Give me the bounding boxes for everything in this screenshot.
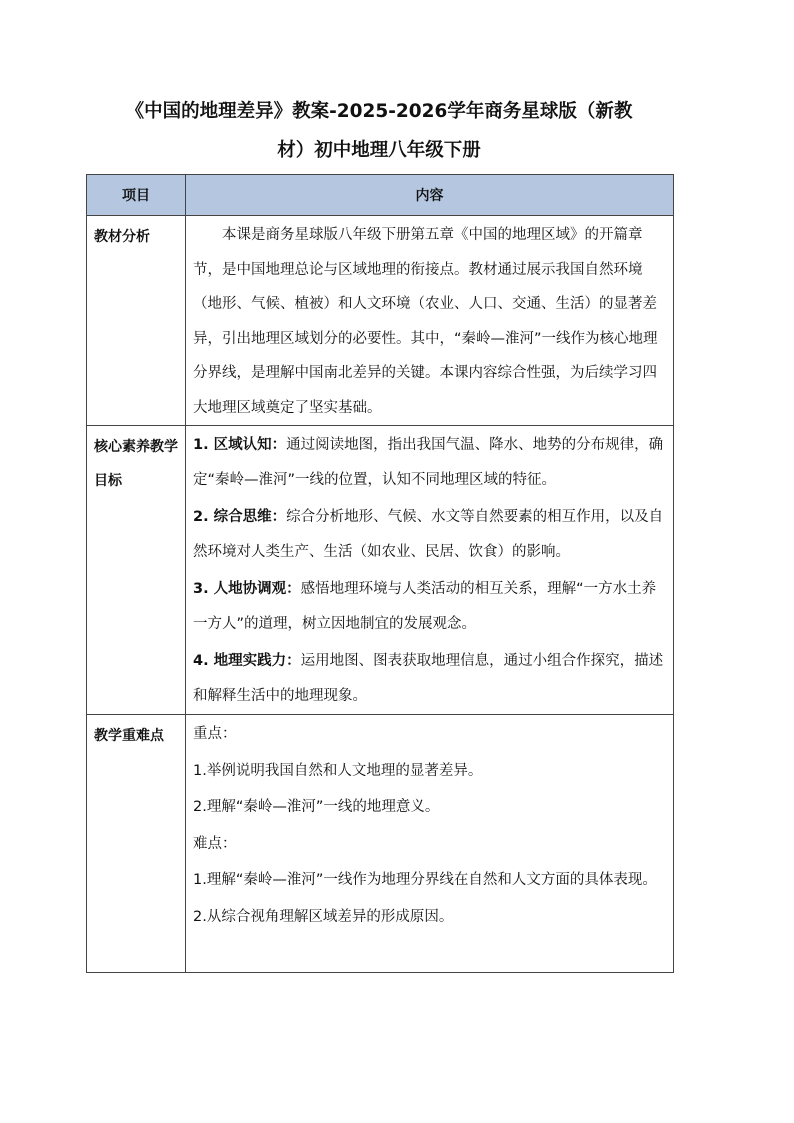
row-key-difficult-points xyxy=(87,715,674,973)
title-line-1: 《中国的地理差异》教案-2025-2026学年商务星球版（新教 xyxy=(125,101,633,122)
lesson-plan-table xyxy=(86,174,674,973)
row-label-core-goals: 核心素养教学目标 xyxy=(87,426,186,715)
row-core-goals xyxy=(87,426,674,715)
goal-item xyxy=(193,500,665,569)
key-difficult-points-content xyxy=(186,715,674,973)
goal-item xyxy=(193,644,665,713)
goal-text: 运用地图、图表获取地理信息，通过小组合作探究，描述和解释生活中的地理现象。 xyxy=(193,653,664,704)
title-line-2: 材）初中地理八年级下册 xyxy=(277,140,481,161)
row-textbook-analysis xyxy=(87,216,674,426)
textbook-analysis-content xyxy=(186,216,674,426)
document-title xyxy=(86,92,672,170)
header-item: 项目 xyxy=(87,175,186,216)
goal-title: 1. 区域认知： xyxy=(193,437,287,453)
key-points-heading: 重点： xyxy=(193,726,237,742)
goal-item xyxy=(193,572,665,641)
goal-text: 感悟地理环境与人类活动的相互关系，理解“一方水土养一方人”的道理，树立因地制宜的发展观念。 xyxy=(193,581,657,632)
goal-item xyxy=(193,428,665,497)
row-label-textbook-analysis: 教材分析 xyxy=(87,216,186,426)
goal-title: 2. 综合思维： xyxy=(193,509,287,525)
difficult-points-heading: 难点： xyxy=(193,835,237,852)
difficult-point-item: 1.理解“秦岭—淮河”一线作为地理分界线在自然和人文方面的具体表现。 xyxy=(193,872,657,888)
key-point-item: 2.理解“秦岭—淮河”一线的地理意义。 xyxy=(193,799,440,815)
core-goals-content xyxy=(186,426,674,715)
textbook-analysis-text: 本课是商务星球版八年级下册第五章《中国的地理区域》的开篇章节，是中国地理总论与区域地理的衔接点。教材通过展示我国自然环境（地形、气候、植被）和人文环境（农业、人口、交通、生活）的显著差异，引出地理区域划分的必要性。其中，“秦岭—淮河”一线作为核心地理分界线，是理解中国南北差异的关键。本课内容综合性强，为后续学习四大地理区域奠定了坚实基础。 xyxy=(193,227,658,416)
goal-text: 综合分析地形、气候、水文等自然要素的相互作用，以及自然环境对人类生产、生活（如农业、民居、饮食）的影响。 xyxy=(193,509,664,560)
table-header-row xyxy=(87,175,674,216)
goal-title: 3. 人地协调观： xyxy=(193,581,301,597)
goal-title: 4. 地理实践力： xyxy=(193,653,301,669)
key-point-item: 1.举例说明我国自然和人文地理的显著差异。 xyxy=(193,762,483,779)
row-label-key-difficult-points: 教学重难点 xyxy=(87,715,186,973)
header-content: 内容 xyxy=(186,175,674,216)
difficult-point-item: 2.从综合视角理解区域差异的形成原因。 xyxy=(193,908,454,925)
goal-text: 通过阅读地图，指出我国气温、降水、地势的分布规律，确定“秦岭—淮河”一线的位置，认知不同地理区域的特征。 xyxy=(193,437,664,488)
